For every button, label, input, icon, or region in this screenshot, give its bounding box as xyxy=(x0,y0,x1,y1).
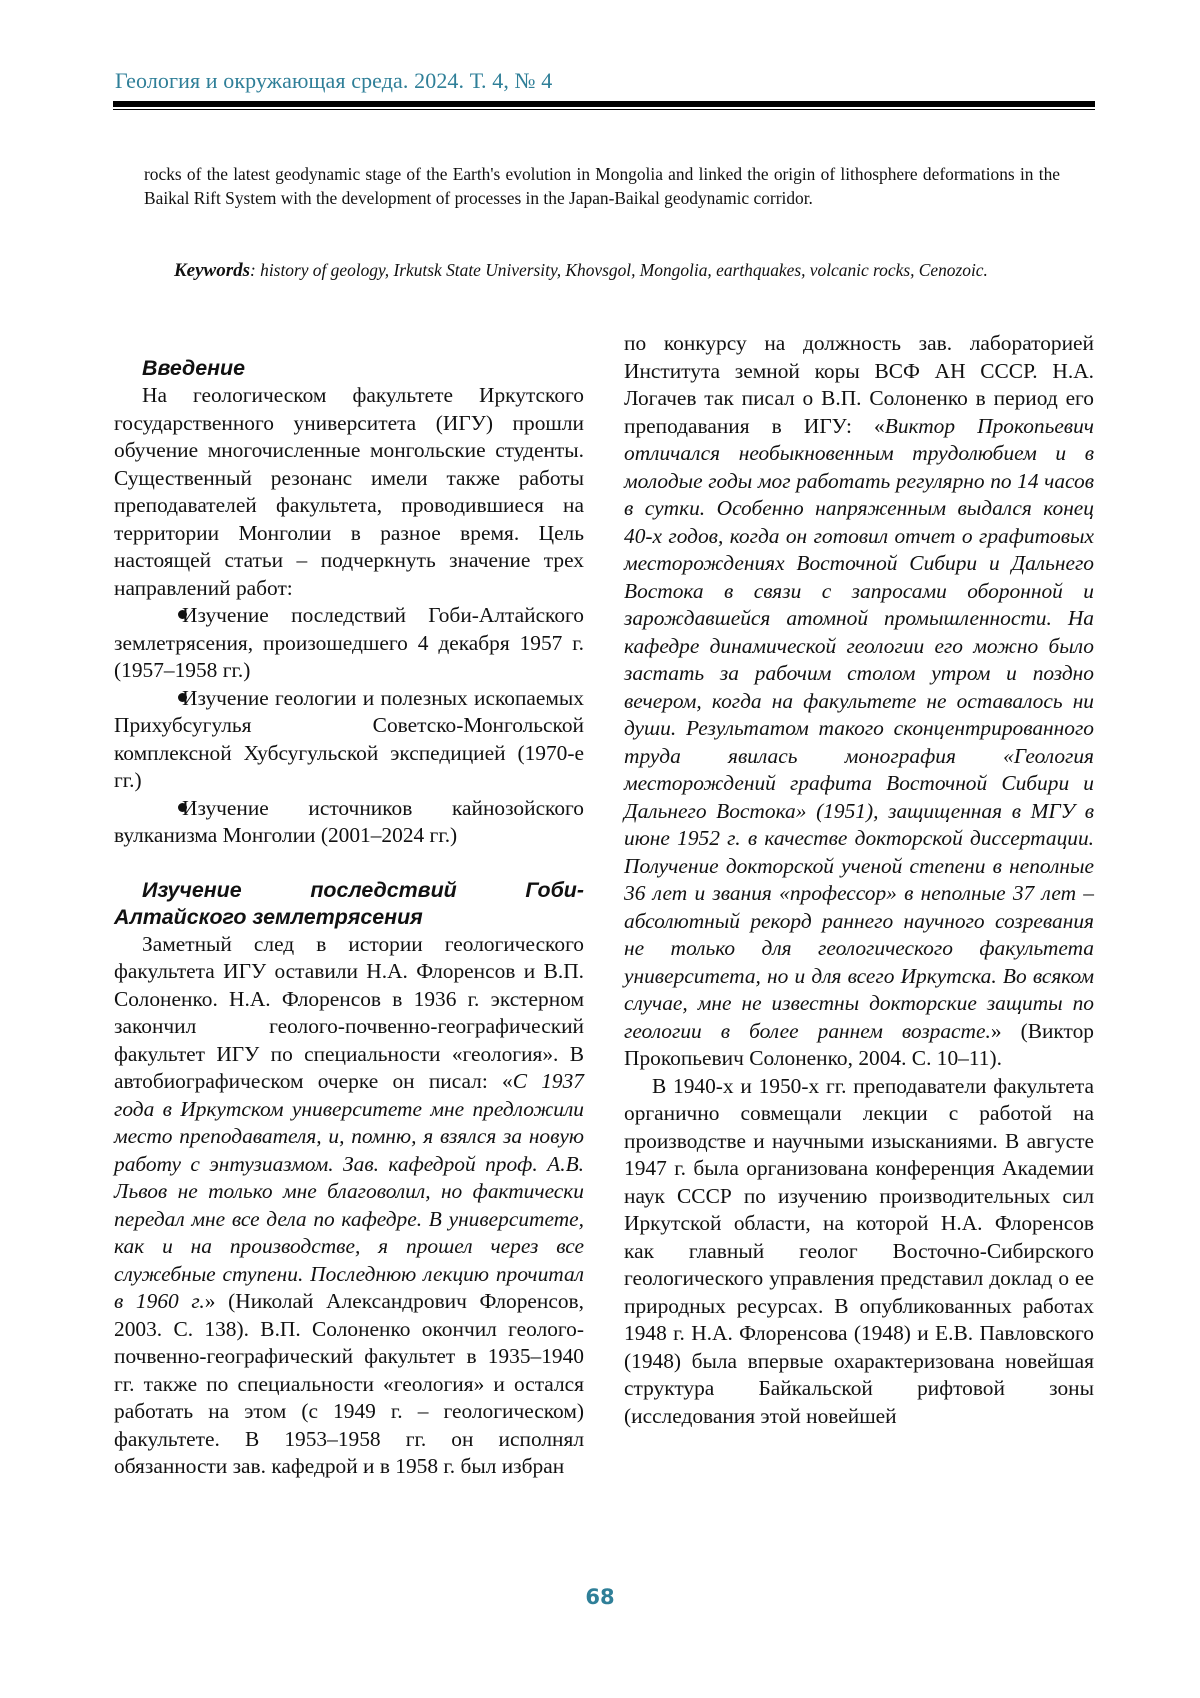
gobi-p1-quote2: Виктор Прокопьевич отличался необыкновенным трудолюбием и в молодые годы мог работать регулярно по 14 часов в сутки. Особенно напряженным выдался конец 40-х годов, когда он готовил отчет о графитовых месторождениях Восточной Сибири и Дальнего Востока в связи с запросами оборонной и зарождавшейся атомной промышленности. На кафедре динамической геологии его можно было застать за рабочим столом утром и поздно вечером, когда на факультете не оставалось ни души. Результатом такого сконцентрированного труда явилась монография «Геология месторождений графита Восточной Сибири и Дальнего Востока» (1951), защищенная в МГУ в июне 1952 г. в качестве докторской диссертации. Получение докторской ученой степени в неполные 36 лет и звания «профессор» в неполные 37 лет – абсолютный рекорд раннего научного созревания не только для геологического факультета университета, но и для всего Иркутска. Во всяком случае, мне не известны докторские защиты по геологии в более раннем возрасте. xyxy=(624,413,1094,1043)
header-rule-thick xyxy=(113,101,1095,107)
gobi-paragraph-2: В 1940-х и 1950-х гг. преподаватели факультета органично совмещали лекции с работой на производстве и научными изысканиями. В августе 1947 г. была организована конференция Академии наук СССР по изучению производительных сил Иркутской области, на которой Н.А. Флоренсов как главный геолог Восточно-Сибирского геологического управления представил доклад о ее природных ресурсах. В опубликованных работах 1948 г. Н.А. Флоренсова (1948) и Е.В. Павловского (1948) была впервые охарактеризована новейшая структура Байкальской рифтовой зоны (исследования этой новейшей xyxy=(624,1073,1094,1428)
intro-bullet-list xyxy=(114,602,584,850)
keywords xyxy=(144,258,1060,283)
gobi-p1-quote: С 1937 года в Иркутском университете мне предложили место преподавателя, и, помню, я взялся за новую работу с энтузиазмом. Зав. кафедрой проф. А.В. Львов не только мне благоволил, но фактически передал мне все дела по кафедре. В университете, как и на производстве, я прошел через все служебные ступени. Последнюю лекцию прочитал в 1960 г. xyxy=(114,1069,584,1313)
gobi-paragraph-1 xyxy=(114,931,584,1481)
keywords-separator: : xyxy=(250,260,256,280)
gobi-paragraph-1-continued xyxy=(624,330,1094,1073)
keywords-label: Keywords xyxy=(174,260,250,281)
bullet-text: Изучение геологии и полезных ископаемых Прихубсугулья Советско-Монгольской комплексной Хубсугульской экспедицией (1970-е гг.) xyxy=(114,685,584,792)
right-column xyxy=(624,330,1094,1430)
keywords-text: history of geology, Irkutsk State University, Khovsgol, Mongolia, earthquakes, volcanic rocks, Cenozoic. xyxy=(255,260,988,280)
gobi-p1-end: » (Николай Александрович Флоренсов, 2003. С. 138). В.П. Солоненко окончил геолого-почвенно-географический факультет в 1935–1940 гг. также по специальности «геология» и остался работать на этом (с 1949 г. – геологическом) факультете. В 1953–1958 гг. он исполнял обязанности зав. кафедрой и в 1958 г. был избран xyxy=(114,1289,584,1478)
list-item xyxy=(114,795,584,850)
bullet-text: Изучение последствий Гоби-Алтайского землетрясения, произошедшего 4 декабря 1957 г. (1957–1958 гг.) xyxy=(114,603,584,682)
intro-paragraph: На геологическом факультете Иркутского государственного университета (ИГУ) прошли обучение многочисленные монгольские студенты. Существенный резонанс имели также работы преподавателей факультета, проводившиеся на территории Монголии в разное время. Цель настоящей статьи – подчеркнуть значение трех направлений работ: xyxy=(114,383,584,600)
abstract-tail: rocks of the latest geodynamic stage of the Earth's evolution in Mongolia and linked the origin of lithosphere deformations in the Baikal Rift System with the development of processes in the Japan-Baikal geodynamic corridor. xyxy=(144,164,1060,208)
gobi-p1-end2: » (Виктор Прокопьевич Солоненко, 2004. С. 10–11). xyxy=(624,1018,1094,1070)
gobi-p1-start: Заметный след в истории геологического факультета ИГУ оставили Н.А. Флоренсов и В.П. Солоненко. Н.А. Флоренсов в 1936 г. экстерном закончил геолого-почвенно-географический факультет ИГУ по специальности «геология». В автобиографическом очерке он писал: « xyxy=(114,931,584,1093)
journal-header-title: Геология и окружающая среда. 2024. Т. 4, № 4 xyxy=(115,68,553,93)
gobi-p1-cont: по конкурсу на должность зав. лабораторией Института земной коры ВСФ АН СССР. Н.А. Логачев так писал о В.П. Солоненко в период его преподавания в ИГУ: « xyxy=(624,331,1094,438)
bullet-text: Изучение источников кайнозойского вулканизма Монголии (2001–2024 гг.) xyxy=(114,795,584,847)
gobi-heading: Изучение последствий Гоби-Алтайского землетрясения xyxy=(114,877,584,929)
page-number: 68 xyxy=(585,1585,615,1609)
intro-heading: Введение xyxy=(142,356,245,380)
list-item xyxy=(114,602,584,685)
left-column xyxy=(114,330,584,1481)
list-item xyxy=(114,685,584,795)
header-rule-thin xyxy=(113,109,1095,110)
